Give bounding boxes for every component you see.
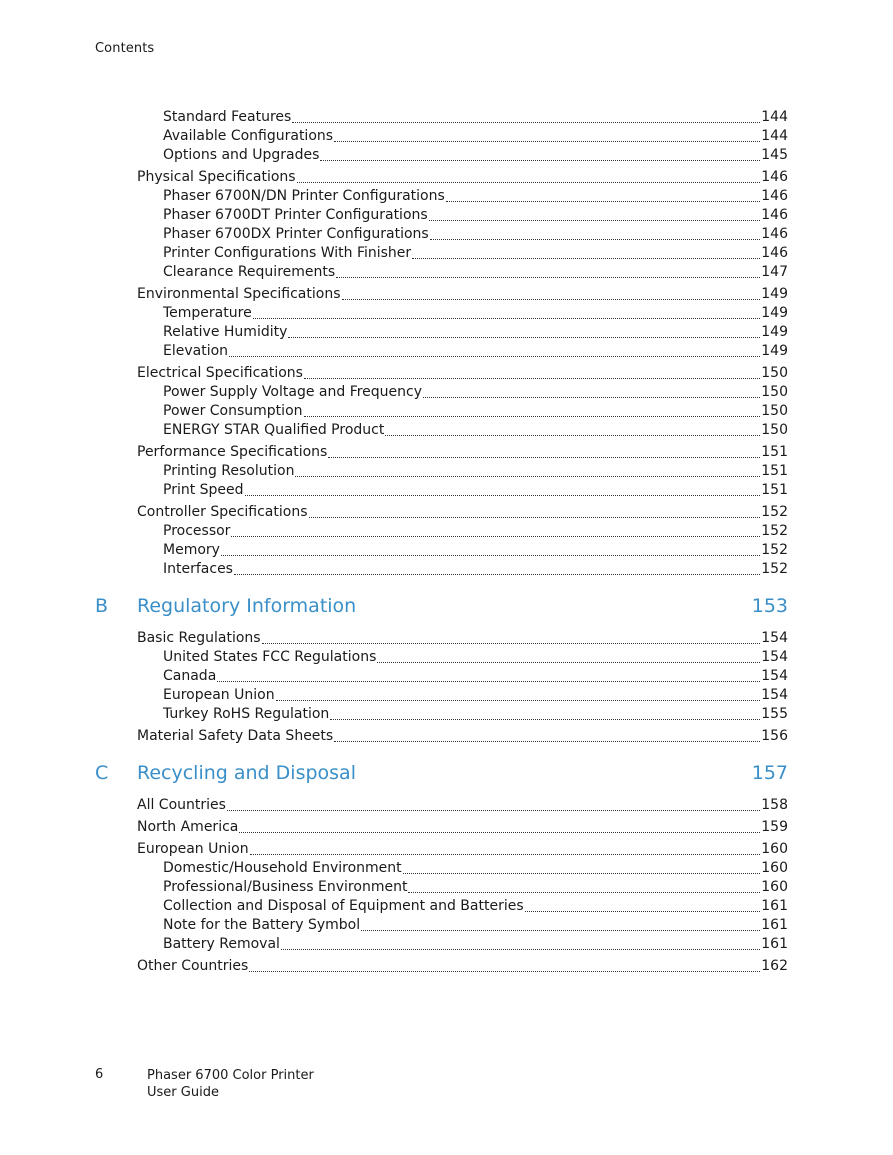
toc-entry-label: Print Speed (163, 482, 244, 498)
appendix-heading-b[interactable] (95, 589, 788, 623)
toc-entry-label: Processor (163, 523, 231, 539)
toc-subentry[interactable] (137, 342, 788, 361)
toc-entry-label: Controller Specifications (137, 504, 308, 520)
dot-leader (403, 872, 761, 874)
toc-entry-label: Electrical Specifications (137, 365, 303, 381)
dot-leader (328, 456, 760, 458)
toc-entry-label: North America (137, 819, 239, 835)
toc-entry-label: Collection and Disposal of Equipment and Batteries (163, 898, 524, 914)
toc-entry-page: 161 (761, 898, 788, 914)
toc-entry[interactable] (137, 364, 788, 383)
toc-entry-page: 159 (761, 819, 788, 835)
dot-leader (249, 970, 760, 972)
toc-entry-label: Available Configurations (163, 128, 334, 144)
toc-entry-label: Phaser 6700N/DN Printer Configurations (163, 188, 445, 204)
toc-entry-label: Domestic/Household Environment (163, 860, 402, 876)
footer-title (147, 1067, 314, 1101)
toc-entry-label: All Countries (137, 797, 226, 813)
toc-entry-label: Clearance Requirements (163, 264, 336, 280)
running-header: Contents (95, 41, 155, 56)
toc-entry[interactable] (137, 957, 788, 976)
toc-entry-page: 146 (761, 207, 788, 223)
table-of-contents (95, 108, 788, 976)
toc-entry-page: 149 (761, 324, 788, 340)
toc-entry-label: Temperature (163, 305, 252, 321)
toc-entry-label: Material Safety Data Sheets (137, 728, 334, 744)
toc-subentry[interactable] (137, 648, 788, 667)
dot-leader (336, 276, 760, 278)
toc-entry-page: 150 (761, 384, 788, 400)
toc-entry-page: 149 (761, 305, 788, 321)
toc-entry-label: Power Supply Voltage and Frequency (163, 384, 423, 400)
dot-leader (281, 948, 760, 950)
dot-leader (234, 573, 760, 575)
appendix-title: Regulatory Information (137, 595, 357, 617)
dot-leader (408, 891, 760, 893)
appendix-letter: C (95, 762, 109, 784)
dot-leader (288, 336, 760, 338)
toc-entry-page: 160 (761, 879, 788, 895)
toc-entry[interactable] (137, 503, 788, 522)
toc-entry-page: 158 (761, 797, 788, 813)
toc-entry-label: United States FCC Regulations (163, 649, 377, 665)
toc-entry-label: Printer Configurations With Finisher (163, 245, 412, 261)
dot-leader (334, 740, 760, 742)
toc-entry-page: 145 (761, 147, 788, 163)
toc-entry[interactable] (137, 727, 788, 746)
toc-section-recycling (137, 796, 788, 976)
toc-entry-page: 151 (761, 482, 788, 498)
dot-leader (221, 554, 760, 556)
dot-leader (423, 396, 760, 398)
appendix-page: 153 (751, 595, 788, 617)
toc-subentry[interactable] (137, 225, 788, 244)
toc-subentry[interactable] (137, 560, 788, 579)
toc-entry[interactable] (137, 285, 788, 304)
toc-subentry[interactable] (137, 383, 788, 402)
toc-entry-label: Standard Features (163, 109, 292, 125)
appendix-page: 157 (751, 762, 788, 784)
dot-leader (253, 317, 761, 319)
toc-entry-label: Printing Resolution (163, 463, 295, 479)
toc-entry-page: 150 (761, 365, 788, 381)
dot-leader (330, 718, 760, 720)
footer-page-number: 6 (95, 1067, 104, 1082)
toc-entry-page: 144 (761, 109, 788, 125)
toc-entry[interactable] (137, 818, 788, 837)
toc-entry-page: 154 (761, 668, 788, 684)
footer-doc: User Guide (147, 1085, 219, 1100)
dot-leader (231, 535, 760, 537)
toc-subentry[interactable] (137, 421, 788, 440)
dot-leader (525, 910, 761, 912)
appendix-letter: B (95, 595, 109, 617)
toc-entry[interactable] (137, 629, 788, 648)
toc-entry-page: 154 (761, 630, 788, 646)
toc-subentry[interactable] (137, 541, 788, 560)
toc-entry-label: Interfaces (163, 561, 233, 577)
toc-subentry[interactable] (137, 916, 788, 935)
toc-entry-page: 161 (761, 936, 788, 952)
toc-entry-page: 146 (761, 188, 788, 204)
footer-product: Phaser 6700 Color Printer (147, 1068, 314, 1083)
toc-subentry[interactable] (137, 127, 788, 146)
toc-entry-page: 162 (761, 958, 788, 974)
toc-entry-page: 152 (761, 542, 788, 558)
toc-entry-page: 147 (761, 264, 788, 280)
toc-subentry[interactable] (137, 897, 788, 916)
toc-entry-label: European Union (137, 841, 249, 857)
dot-leader (412, 257, 760, 259)
toc-entry-label: Other Countries (137, 958, 249, 974)
appendix-heading-c[interactable] (95, 756, 788, 790)
toc-entry-label: Battery Removal (163, 936, 280, 952)
toc-subentry[interactable] (137, 878, 788, 897)
toc-entry-page: 154 (761, 649, 788, 665)
toc-entry-label: Memory (163, 542, 220, 558)
toc-entry-page: 160 (761, 841, 788, 857)
toc-subentry[interactable] (137, 146, 788, 165)
dot-leader (217, 680, 760, 682)
dot-leader (292, 121, 760, 123)
toc-entry-label: Physical Specifications (137, 169, 296, 185)
toc-subentry[interactable] (137, 304, 788, 323)
toc-subentry[interactable] (137, 108, 788, 127)
dot-leader (446, 200, 760, 202)
toc-subentry[interactable] (137, 206, 788, 225)
toc-entry[interactable] (137, 840, 788, 859)
dot-leader (309, 516, 761, 518)
dot-leader (245, 494, 761, 496)
toc-entry-label: Options and Upgrades (163, 147, 320, 163)
dot-leader (304, 415, 761, 417)
dot-leader (334, 140, 760, 142)
toc-entry-label: Turkey RoHS Regulation (163, 706, 330, 722)
toc-entry-label: Environmental Specifications (137, 286, 341, 302)
toc-subentry[interactable] (137, 859, 788, 878)
toc-entry-page: 150 (761, 403, 788, 419)
toc-entry-label: Phaser 6700DX Printer Configurations (163, 226, 429, 242)
toc-entry[interactable] (137, 796, 788, 815)
dot-leader (239, 831, 760, 833)
dot-leader (297, 181, 761, 183)
dot-leader (377, 661, 760, 663)
toc-entry-label: European Union (163, 687, 275, 703)
toc-subentry[interactable] (137, 323, 788, 342)
toc-entry-label: Canada (163, 668, 217, 684)
toc-entry-label: Note for the Battery Symbol (163, 917, 361, 933)
toc-subentry[interactable] (137, 402, 788, 421)
dot-leader (295, 475, 760, 477)
toc-subentry[interactable] (137, 481, 788, 500)
toc-subentry[interactable] (137, 935, 788, 954)
toc-subentry[interactable] (137, 705, 788, 724)
toc-subentry[interactable] (137, 244, 788, 263)
toc-entry[interactable] (137, 168, 788, 187)
toc-entry-page: 154 (761, 687, 788, 703)
toc-subentry[interactable] (137, 187, 788, 206)
toc-subentry[interactable] (137, 686, 788, 705)
dot-leader (385, 434, 760, 436)
toc-entry-page: 150 (761, 422, 788, 438)
toc-entry-page: 160 (761, 860, 788, 876)
toc-entry-page: 146 (761, 245, 788, 261)
dot-leader (276, 699, 761, 701)
dot-leader (342, 298, 761, 300)
dot-leader (430, 238, 761, 240)
toc-entry-label: Performance Specifications (137, 444, 328, 460)
dot-leader (361, 929, 760, 931)
toc-entry-page: 161 (761, 917, 788, 933)
dot-leader (227, 809, 760, 811)
dot-leader (229, 355, 760, 357)
toc-entry-label: Power Consumption (163, 403, 303, 419)
dot-leader (320, 159, 760, 161)
toc-entry-label: Elevation (163, 343, 229, 359)
toc-entry-page: 151 (761, 463, 788, 479)
toc-entry-label: Relative Humidity (163, 324, 288, 340)
toc-entry-page: 152 (761, 504, 788, 520)
toc-entry-page: 156 (761, 728, 788, 744)
toc-subentry[interactable] (137, 667, 788, 686)
toc-section-regulatory (137, 629, 788, 746)
toc-subentry[interactable] (137, 522, 788, 541)
toc-entry-label: ENERGY STAR Qualified Product (163, 422, 385, 438)
toc-entry-page: 146 (761, 226, 788, 242)
appendix-title: Recycling and Disposal (137, 762, 356, 784)
toc-entry-page: 152 (761, 523, 788, 539)
toc-entry-label: Phaser 6700DT Printer Configurations (163, 207, 428, 223)
dot-leader (304, 377, 760, 379)
dot-leader (250, 853, 761, 855)
toc-entry[interactable] (137, 443, 788, 462)
toc-entry-page: 155 (761, 706, 788, 722)
toc-entry-page: 146 (761, 169, 788, 185)
toc-subentry[interactable] (137, 263, 788, 282)
dot-leader (262, 642, 761, 644)
toc-entry-page: 151 (761, 444, 788, 460)
toc-entry-page: 149 (761, 343, 788, 359)
dot-leader (429, 219, 761, 221)
toc-entry-label: Professional/Business Environment (163, 879, 408, 895)
toc-entry-label: Basic Regulations (137, 630, 261, 646)
toc-section-specifications (137, 108, 788, 579)
toc-subentry[interactable] (137, 462, 788, 481)
toc-entry-page: 149 (761, 286, 788, 302)
toc-entry-page: 144 (761, 128, 788, 144)
toc-entry-page: 152 (761, 561, 788, 577)
